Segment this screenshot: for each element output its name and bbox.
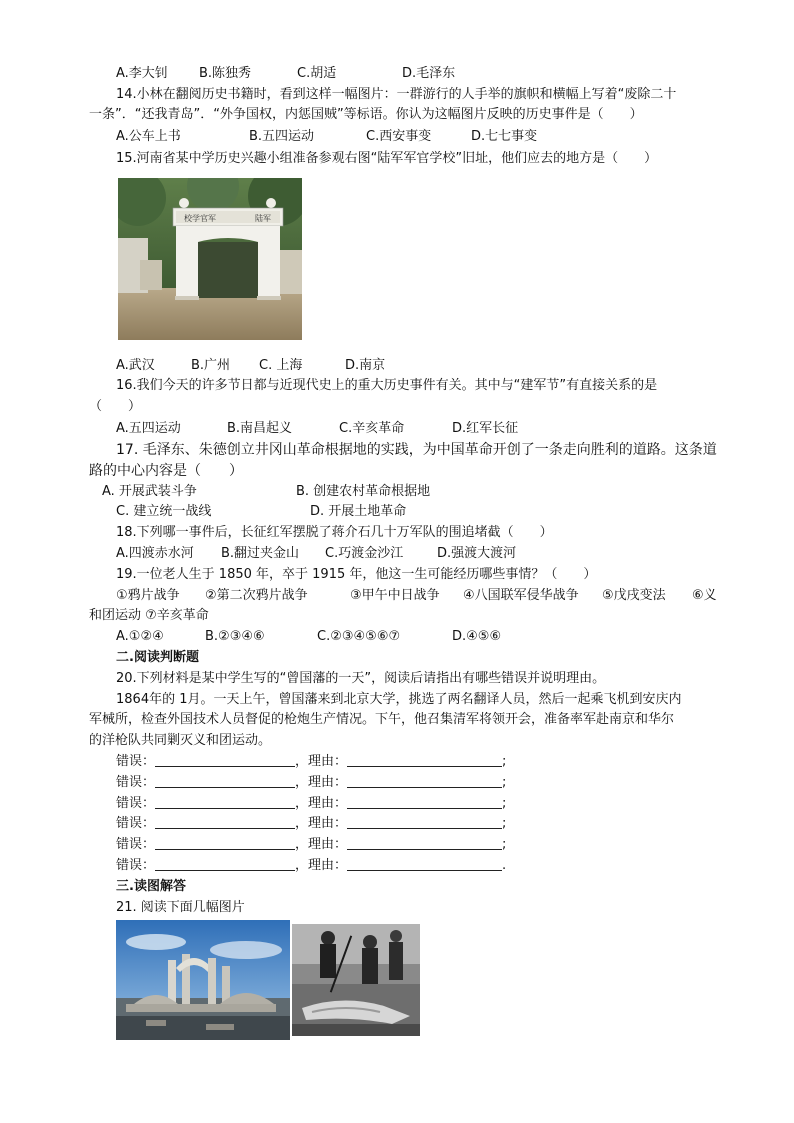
- q19-question: 19.一位老人生于 1850 年，卒于 1915 年，他这一生可能经历哪些事情？（ ）: [116, 567, 597, 582]
- q17-option-a: A. 开展武装斗争: [102, 484, 197, 499]
- reason-blank[interactable]: [347, 836, 502, 850]
- q20-material-line3: 的洋枪队共同剿灭义和团运动。: [89, 733, 272, 748]
- row-end-mark: ;: [502, 754, 507, 769]
- q20-material-line2: 军械所，检查外国技术人员督促的枪炮生产情况。下午，他召集清军将领开会，准备率军赴南京和华尔: [89, 712, 675, 727]
- q20-material-line1: 1864年的 1月。一天上午，曾国藩来到北京大学，挑选了两名翻译人员，然后一起乘飞机到安庆内: [116, 692, 682, 707]
- q19-option-b: B.②③④⑥: [205, 629, 265, 644]
- gate-sign-left: 校学官军: [184, 214, 216, 223]
- reason-label: ，理由：: [295, 796, 348, 811]
- q15-option-d: D.南京: [345, 358, 386, 373]
- q20-answer-row: [116, 774, 506, 792]
- reason-label: ，理由：: [295, 837, 348, 852]
- q15-option-a: A.武汉: [116, 358, 155, 373]
- error-blank[interactable]: [155, 774, 295, 788]
- q19-option-d: D.④⑤⑥: [452, 629, 502, 644]
- q16-option-d: D.红军长征: [452, 421, 519, 436]
- section-3-title: 三.读图解答: [116, 879, 186, 894]
- q17-line2: 路的中心内容是（ ）: [89, 463, 243, 479]
- row-end-mark: ;: [502, 837, 507, 852]
- q16-option-c: C.辛亥革命: [339, 421, 405, 436]
- reason-blank[interactable]: [347, 774, 502, 788]
- row-end-mark: .: [502, 858, 507, 873]
- q20-answer-row: [116, 795, 506, 813]
- reason-label: ，理由：: [295, 816, 348, 831]
- reason-blank[interactable]: [347, 815, 502, 829]
- error-label: 错误：: [116, 858, 156, 873]
- q16-line2: （ ）: [89, 399, 142, 414]
- q19-item-3: ③甲午中日战争: [350, 588, 440, 603]
- q13-option-a: A.李大钊: [116, 66, 168, 81]
- q19-option-c: C.②③④⑤⑥⑦: [317, 629, 401, 644]
- q14-option-b: B.五四运动: [249, 129, 315, 144]
- q19-item-4: ④八国联军侵华战争: [463, 588, 579, 603]
- gate-sign-right: 陆军: [255, 214, 271, 223]
- q17-option-b: B. 创建农村革命根据地: [296, 484, 431, 499]
- q14-option-a: A.公车上书: [116, 129, 181, 144]
- reason-label: ，理由：: [295, 775, 348, 790]
- q19-option-a: A.①②④: [116, 629, 164, 644]
- q19-item-5: ⑤戊戌变法: [602, 588, 666, 603]
- q18-option-c: C.巧渡金沙江: [325, 546, 404, 561]
- q17-line1: 17. 毛泽东、朱德创立井冈山革命根据地的实践，为中国革命开创了一条走向胜利的道路。这条道: [116, 442, 717, 458]
- q15-question: 15.河南省某中学历史兴趣小组准备参观右图“陆军军官学校”旧址，他们应去的地方是（ ）: [116, 151, 658, 166]
- error-blank[interactable]: [155, 753, 295, 767]
- reason-blank[interactable]: [347, 753, 502, 767]
- q20-answer-row: [116, 836, 506, 854]
- q19-items-row2: 和团运动 ⑦辛亥革命: [89, 608, 209, 623]
- reason-blank[interactable]: [347, 795, 502, 809]
- ruins-photo: [116, 920, 290, 1040]
- q16-option-a: A.五四运动: [116, 421, 181, 436]
- error-label: 错误：: [116, 837, 156, 852]
- reason-label: ，理由：: [295, 754, 348, 769]
- reason-label: ，理由：: [295, 858, 348, 873]
- q18-option-a: A.四渡赤水河: [116, 546, 194, 561]
- q18-question: 18.下列哪一事件后，长征红军摆脱了蒋介石几十万军队的围追堵截（ ）: [116, 525, 553, 540]
- academy-gate-photo: [118, 178, 302, 340]
- q17-option-c: C. 建立统一战线: [116, 504, 212, 519]
- historical-scene-photo: [292, 924, 420, 1036]
- q14-line2: 一条”．“还我青岛”．“外争国权，内惩国贼”等标语。你认为这幅图片反映的历史事件是（ ）: [89, 107, 643, 122]
- section-2-title: 二.阅读判断题: [116, 650, 199, 665]
- q17-option-d: D. 开展土地革命: [310, 504, 407, 519]
- q21-question: 21. 阅读下面几幅图片: [116, 900, 245, 915]
- error-label: 错误：: [116, 816, 156, 831]
- error-blank[interactable]: [155, 857, 295, 871]
- row-end-mark: ;: [502, 796, 507, 811]
- q19-item-6: ⑥义: [692, 588, 717, 603]
- q14-option-c: C.西安事变: [366, 129, 432, 144]
- q14-line1: 14.小林在翻阅历史书籍时，看到这样一幅图片：一群游行的人手举的旗帜和横幅上写着“废除二十: [116, 87, 677, 102]
- q20-answer-row: [116, 815, 506, 833]
- q18-option-d: D.强渡大渡河: [437, 546, 517, 561]
- q13-option-c: C.胡适: [297, 66, 337, 81]
- row-end-mark: ;: [502, 816, 507, 831]
- row-end-mark: ;: [502, 775, 507, 790]
- reason-blank[interactable]: [347, 857, 502, 871]
- q19-item-2: ②第二次鸦片战争: [205, 588, 308, 603]
- q20-intro: 20.下列材料是某中学生写的“曾国藩的一天”，阅读后请指出有哪些错误并说明理由。: [116, 671, 606, 686]
- q20-answer-row: [116, 857, 506, 875]
- error-label: 错误：: [116, 796, 156, 811]
- error-label: 错误：: [116, 775, 156, 790]
- q19-item-1: ①鸦片战争: [116, 588, 180, 603]
- q16-option-b: B.南昌起义: [227, 421, 293, 436]
- error-blank[interactable]: [155, 836, 295, 850]
- q15-option-b: B.广州: [191, 358, 231, 373]
- q20-answer-row: [116, 753, 506, 771]
- error-blank[interactable]: [155, 815, 295, 829]
- q16-line1: 16.我们今天的许多节日都与近现代史上的重大历史事件有关。其中与“建军节”有直接关系的是: [116, 378, 658, 393]
- q18-option-b: B.翻过夹金山: [221, 546, 300, 561]
- q13-option-b: B.陈独秀: [199, 66, 252, 81]
- q13-option-d: D.毛泽东: [402, 66, 456, 81]
- q14-option-d: D.七七事变: [471, 129, 538, 144]
- q15-option-c: C. 上海: [259, 358, 303, 373]
- error-label: 错误：: [116, 754, 156, 769]
- error-blank[interactable]: [155, 795, 295, 809]
